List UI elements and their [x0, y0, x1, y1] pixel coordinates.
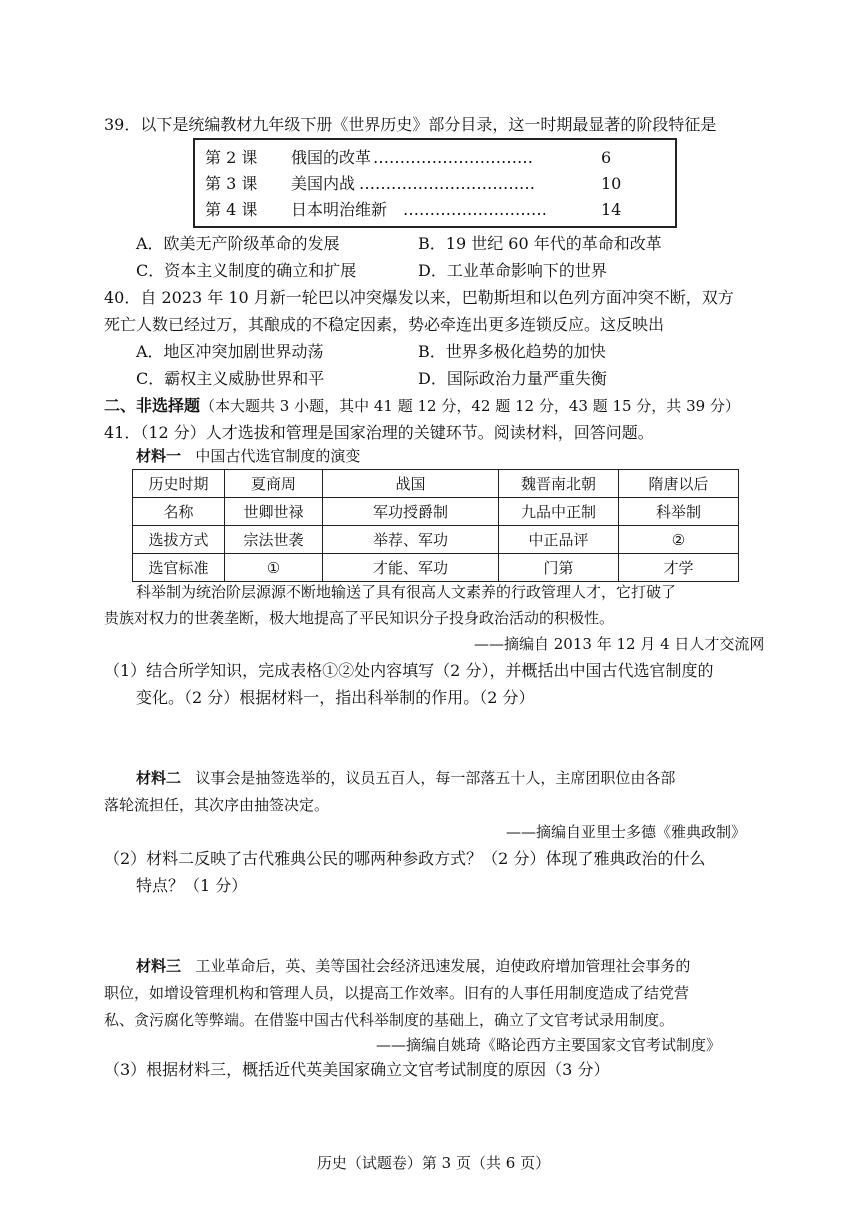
material-2-label: 材料二 [136, 769, 182, 787]
toc-page: 14 [601, 200, 622, 219]
toc-dots: ……………………… [403, 200, 547, 219]
toc-dots: ………………………… [373, 148, 533, 167]
q40-option-b: B．世界多极化趋势的加快 [418, 342, 606, 361]
table-cell: 选官标准 [133, 554, 225, 582]
q39-option-d: D．工业革命影响下的世界 [418, 261, 607, 280]
material-1-source: ——摘编自 2013 年 12 月 4 日人才交流网 [474, 635, 765, 653]
material-1-para-line1: 科举制为统治阶层源源不断地输送了具有很高人文素养的行政管理人才，它打破了 [136, 583, 677, 601]
table-cell: 才能、军功 [323, 554, 499, 582]
toc-page: 10 [601, 174, 622, 193]
page-footer: 历史（试题卷）第 3 页（共 6 页） [316, 1154, 551, 1172]
q40-option-d: D．国际政治力量严重失衡 [418, 369, 607, 388]
toc-lesson: 第 3 课 [205, 174, 258, 193]
q39-option-b: B．19 世纪 60 年代的革命和改革 [418, 234, 662, 253]
table-cell: 军功授爵制 [323, 498, 499, 526]
material-1-label: 材料一 [136, 447, 182, 465]
selection-system-table [132, 469, 739, 582]
material-1-heading [136, 444, 360, 468]
table-cell: 战国 [323, 470, 499, 498]
table-row [133, 554, 739, 582]
table-cell: ② [619, 526, 739, 554]
subquestion-1-line1: （1）结合所学知识，完成表格①②处内容填写（2 分），并概括出中国古代选官制度的 [104, 661, 714, 680]
table-row [133, 470, 739, 498]
subquestion-1-line2: 变化。（2 分）根据材料一，指出科举制的作用。（2 分） [136, 688, 535, 707]
material-1-title: 中国古代选官制度的演变 [195, 447, 361, 465]
subquestion-2-line1: （2）材料二反映了古代雅典公民的哪两种参政方式？（2 分）体现了雅典政治的什么 [104, 849, 706, 868]
material-3-line1 [136, 954, 690, 978]
table-cell: 夏商周 [225, 470, 323, 498]
table-cell: 宗法世袭 [225, 526, 323, 554]
table-cell: 历史时期 [133, 470, 225, 498]
q41-stem: 41．（12 分）人才选拔和管理是国家治理的关键环节。阅读材料，回答问题。 [104, 423, 654, 442]
section-heading [104, 394, 740, 418]
material-3-label: 材料三 [136, 957, 182, 975]
material-1-para-line2: 贵族对权力的世袭垄断，极大地提高了平民知识分子投身政治活动的积极性。 [104, 609, 615, 627]
material-2-text: 议事会是抽签选举的，议员五百人，每一部落五十人，主席团职位由各部 [195, 769, 676, 787]
table-cell: 中正品评 [499, 526, 619, 554]
table-cell: 世卿世禄 [225, 498, 323, 526]
table-cell: ① [225, 554, 323, 582]
toc-title: 俄国的改革 [291, 148, 372, 167]
table-cell: 门第 [499, 554, 619, 582]
material-3-line3: 私、贪污腐化等弊端。在借鉴中国古代科举制度的基础上，确立了文官考试录用制度。 [104, 1011, 675, 1029]
table-cell: 选拔方式 [133, 526, 225, 554]
material-2-line2: 落轮流担任，其次序由抽签决定。 [104, 796, 330, 814]
table-cell: 魏晋南北朝 [499, 470, 619, 498]
table-cell: 才学 [619, 554, 739, 582]
material-3-source: ——摘编自姚琦《略论西方主要国家文官考试制度》 [376, 1036, 722, 1054]
material-2-source: ——摘编自亚里士多德《雅典政制》 [506, 823, 747, 841]
toc-lesson: 第 2 课 [205, 148, 258, 167]
table-cell: 举荐、军功 [323, 526, 499, 554]
toc-title: 美国内战 [291, 174, 356, 193]
material-3-line2: 职位，如增设管理机构和管理人员，以提高工作效率。旧有的人事任用制度造成了结党营 [104, 984, 690, 1002]
toc-page: 6 [601, 148, 612, 167]
table-cell: 九品中正制 [499, 498, 619, 526]
toc-box [193, 138, 677, 228]
q39-option-c: C．资本主义制度的确立和扩展 [136, 261, 357, 280]
toc-dots: …………………………… [359, 174, 535, 193]
table-row [133, 498, 739, 526]
q40-option-c: C．霸权主义威胁世界和平 [136, 369, 325, 388]
table-cell: 名称 [133, 498, 225, 526]
table-cell: 隋唐以后 [619, 470, 739, 498]
section-desc: （本大题共 3 小题，其中 41 题 12 分，42 题 12 分，43 题 15 分，共 39 分） [200, 397, 740, 415]
q40-option-a: A．地区冲突加剧世界动荡 [136, 342, 324, 361]
table-row [133, 526, 739, 554]
material-3-text: 工业革命后，英、美等国社会经济迅速发展，迫使政府增加管理社会事务的 [195, 957, 691, 975]
q40-stem-line1: 40．自 2023 年 10 月新一轮巴以冲突爆发以来，巴勒斯坦和以色列方面冲突不断，双方 [104, 288, 734, 307]
subquestion-3: （3）根据材料三，概括近代英美国家确立文官考试制度的原因（3 分） [104, 1060, 610, 1079]
toc-lesson: 第 4 课 [205, 200, 258, 219]
table-cell: 科举制 [619, 498, 739, 526]
material-2-line1 [136, 766, 675, 790]
section-title: 二、非选择题 [104, 396, 201, 415]
q40-stem-line2: 死亡人数已经过万，其酿成的不稳定因素，势必牵连出更多连锁反应。这反映出 [104, 315, 665, 334]
q39-option-a: A．欧美无产阶级革命的发展 [136, 234, 340, 253]
subquestion-2-line2: 特点？（1 分） [136, 876, 248, 895]
q39-stem: 39．以下是统编教材九年级下册《世界历史》部分目录，这一时期最显著的阶段特征是 [104, 115, 717, 134]
toc-title: 日本明治维新 [291, 200, 388, 219]
